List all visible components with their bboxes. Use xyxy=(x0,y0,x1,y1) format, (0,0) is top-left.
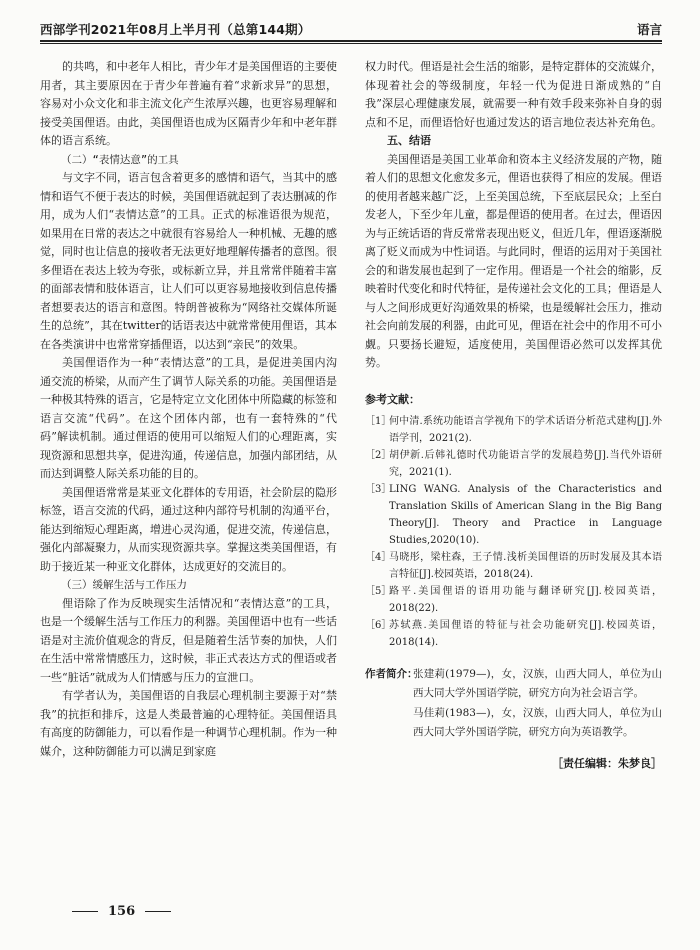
reference-item: ［5］ 路平.美国俚语的语用功能与翻译研究[J].校园英语，2018(22). xyxy=(365,586,662,614)
reference-item: ［4］ 马晓彤，梁柱森，王子情.浅析美国俚语的历时发展及其本语言特征[J].校园英语，2018(24). xyxy=(365,552,662,580)
section-heading: 五、结语 xyxy=(387,134,431,147)
section-label: 语言 xyxy=(636,22,662,37)
paragraph: 美国俚语是美国工业革命和资本主义经济发展的产物，随着人们的思想文化愈发多元，俚语也获得了相应的发展。俚语的使用者越来越广泛，上至美国总统，下至底层民众；上至白发老人，下至少年儿童，都是俚语的使用者。在过去，俚语因为与正统话语的背反常常表现出贬义，但近几年，俚语逐渐脱离了贬义而成为中性词语。与此同时，俚语的运用对于美国社会的和谐发展也起到了一定作用。俚语是一个社会的缩影，反映着时代变化和时代特征，是传递社会文化的工具；俚语是人与人之间形成更好沟通效果的桥梁，也是缓解社会压力，推动社会向前发展的利器，由此可见，俚语在社会中的作用不可小觑。只要扬长避短，适度使用，美国俚语必然可以发挥其优势。 xyxy=(365,152,662,369)
references-title: 参考文献： xyxy=(365,392,420,406)
reference-item: ［1］ 何中清.系统功能语言学视角下的学术话语分析范式建构[J].外语学刊，2021(2). xyxy=(365,416,662,444)
left-column xyxy=(40,58,337,868)
reference-item: ［6］ 苏轼燕.美国俚语的特征与社会功能研究[J].校园英语，2018(14). xyxy=(365,620,662,648)
author-entry: 马佳莉(1983—)，女，汉族，山西大同人，单位为山西大同大学外国语学院，研究方向为英语教学。 xyxy=(413,707,662,738)
author-label: 作者简介： xyxy=(365,668,418,680)
author-entry: 张建莉(1979—)，女，汉族，山西大同人，单位为山西大同大学外国语学院，研究方向为社会语言学。 xyxy=(413,668,662,699)
reference-item: ［3］ LING WANG. Analysis of the Characteristics and Translation Skills of American Slang in the Big Bang Theory[J]. Theory and Practice in Language Studies,2020(10). xyxy=(365,484,662,546)
header-rule-thick xyxy=(40,40,662,42)
header-rule-thin xyxy=(40,43,662,44)
editor-credit: ［责任编辑：朱梦良］ xyxy=(552,757,662,770)
paragraph: 有学者认为，美国俚语的自我层心理机制主要源于对“禁我”的抗拒和排斥，这是人类最普遍的心理特征。美国俚语具有高度的防御能力，可以看作是一种调节心理机制。作为一种媒介，这种防御能力可以满足到家庭 xyxy=(40,689,337,758)
paragraph: 俚语除了作为反映现实生活情况和“表情达意”的工具，也是一个缓解生活与工作压力的利器。美国俚语中也有一些话语是对主流价值观念的背反，但是随着生活节奏的加快，人们在生活中常常情感压力，这时候，非正式表达方式的俚语或者一些“脏话”就成为人们情感与压力的宣泄口。 xyxy=(40,596,337,684)
running-header xyxy=(40,16,662,42)
paragraph: 与文字不同，语言包含着更多的感情和语气，当其中的感情和语气不便于表达的时候，美国俚语就起到了表达删减的作用，成为人们“表情达意”的工具。正式的标准语很为规范，如果用在日常的表达之中就很有容易给人一种机械、无趣的感觉，同时也让信息的接收者无法更好地理解传播者的意图。很多俚语在表达上较为夸张，或标新立异，并且常常伴随着丰富的面部表情和肢体语言，让人们可以更容易地接收到信息传播者想要表达的语言和意图。特朗普被称为“网络社交媒体所诞生的总统”，其在twitter的话语表达中就常常使用俚语，其本在各类演讲中也常常穿插俚语，以达到“亲民”的效果。 xyxy=(40,171,337,351)
subheading: （二）“表情达意”的工具 xyxy=(61,153,179,166)
author-bio xyxy=(365,665,662,741)
paragraph: 美国俚语作为一种“表情达意”的工具，是促进美国内沟通交流的桥梁，从而产生了调节人际关系的功能。美国俚语是一种极其特殊的语言，它是特定立文化团体中所隐藏的标签和语言交流“代码”。在这个团体内部，也有一套特殊的“代码”解读机制。通过俚语的使用可以缩短人们的心理距离，实现资源和思想共享，促进沟通，传递信息，加强内部团结，从而达到调整人际关系功能的目的。 xyxy=(40,356,337,480)
right-column xyxy=(365,58,662,774)
subheading: （三）缓解生活与工作压力 xyxy=(61,579,187,591)
journal-title: 西部学刊2021年08月上半月刊（总第144期） xyxy=(40,22,311,37)
page-number-dash-left xyxy=(72,911,98,912)
page-number xyxy=(72,904,171,919)
page-number-text: 156 xyxy=(108,904,136,919)
reference-item: ［2］ 胡伊新.后韩礼德时代功能语言学的发展趋势[J].当代外语研究，2021(1). xyxy=(365,450,662,478)
references-list xyxy=(365,413,662,651)
paragraph: 权力时代。俚语是社会生活的缩影，是特定群体的交流媒介，体现着社会的等级制度，年轻一代为促进日渐成熟的“自我”深层心理健康发展，就需要一种有效手段来弥补自身的弱点和不足，而俚语恰好也通过发达的语言地位表达补充角色。 xyxy=(365,60,662,129)
paragraph: 美国俚语常常是某亚文化群体的专用语，社会阶层的隐形标签，语言交流的代码，通过这种内部符号机制的沟通平台，能达到缩短心理距离，增进心灵沟通，促进交流，传递信息，强化内部凝聚力，从而实现资源共享。掌握这类美国俚语，有助于接近某一种亚文化群体，达成更好的交流目的。 xyxy=(40,485,337,573)
paragraph: 的共鸣，和中老年人相比，青少年才是美国俚语的主要使用者，其主要原因在于青少年普遍有着“求新求异”的思想，容易对小众文化和非主流文化产生浓厚兴趣，也更容易理解和接受美国俚语。由此，美国俚语也成为区隔青少年和中老年群体的语言系统。 xyxy=(40,60,337,147)
page-number-dash-right xyxy=(145,911,171,912)
